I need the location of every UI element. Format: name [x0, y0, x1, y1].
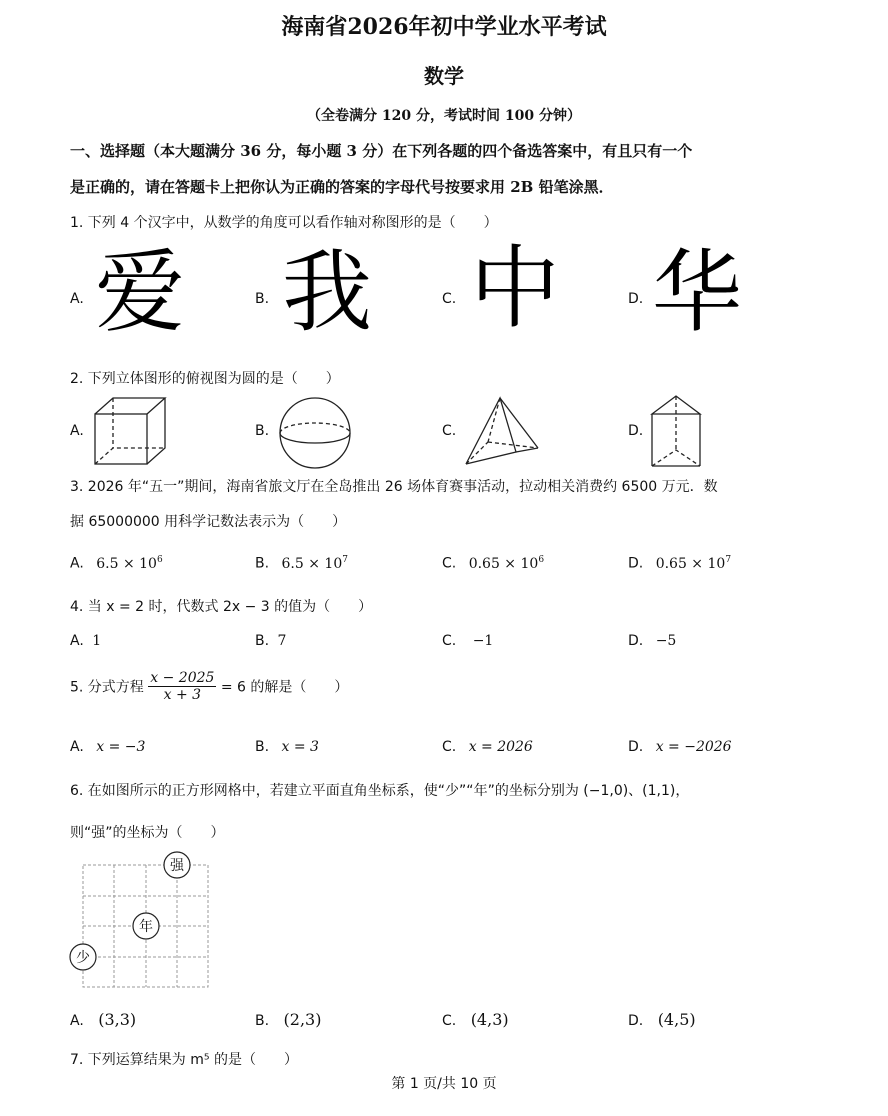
- page-number: 第 1 页/共 10 页: [391, 1076, 497, 1092]
- stem-prefix: 5. 分式方程: [70, 679, 144, 696]
- option-a: [70, 739, 145, 755]
- option-a: [70, 633, 101, 649]
- exam-title: 海南省2026年初中学业水平考试: [281, 14, 607, 40]
- option-c: [442, 739, 533, 755]
- option-value: (3,3): [98, 1010, 137, 1029]
- question-3-stem-line1: 3. 2026 年“五一”期间，海南省旅文厅在全岛推出 26 场体育赛事活动，拉动相关消费约 6500 万元．数: [70, 479, 718, 495]
- option-letter: C.: [442, 555, 457, 572]
- option-letter: D.: [628, 423, 644, 439]
- option-letter: B.: [255, 739, 270, 755]
- option-c: [442, 1010, 509, 1029]
- option-value: 7: [277, 633, 287, 649]
- triangular-prism-icon: [650, 394, 704, 468]
- question-5-stem: [70, 670, 348, 703]
- option-letter: B.: [255, 633, 270, 649]
- option-mantissa: 6.5 × 10: [96, 555, 157, 572]
- question-3-stem-line2: 据 65000000 用科学记数法表示为（ ）: [70, 514, 347, 530]
- option-letter: C.: [442, 291, 457, 307]
- option-b: [255, 739, 319, 755]
- option-exponent: 6: [538, 555, 545, 565]
- option-letter: B.: [255, 1013, 270, 1029]
- exam-note: （全卷满分 120 分，考试时间 100 分钟）: [307, 108, 581, 124]
- option-b: [255, 633, 286, 649]
- option-letter: A.: [70, 633, 84, 649]
- coordinate-grid-figure: [68, 850, 218, 992]
- option-letter: A.: [70, 423, 84, 439]
- option-value: (4,5): [657, 1010, 696, 1029]
- fraction-denominator: x + 3: [163, 687, 202, 703]
- option-letter: D.: [628, 555, 644, 572]
- option-value: (4,3): [470, 1010, 509, 1029]
- option-letter: B.: [255, 423, 270, 439]
- option-letter: C.: [442, 1013, 457, 1029]
- option-letter: C.: [442, 423, 457, 439]
- option-b: [255, 555, 348, 572]
- option-exponent: 7: [342, 555, 348, 565]
- option-c: [442, 555, 544, 572]
- option-letter: B.: [255, 555, 270, 572]
- question-4-stem: 4. 当 x = 2 时，代数式 2x − 3 的值为（ ）: [70, 599, 373, 615]
- grid-label-nian-text: 年: [139, 919, 153, 935]
- option-letter: C.: [442, 739, 457, 755]
- option-a: [70, 555, 163, 572]
- stem-suffix: = 6 的解是（ ）: [220, 679, 349, 696]
- question-6-stem-line1: 6. 在如图所示的正方形网格中，若建立平面直角坐标系，使“少”“年”的坐标分别为 (−1,0)、(1,1)，: [70, 783, 690, 799]
- option-value: −1: [472, 633, 494, 649]
- option-d: [628, 555, 731, 572]
- option-value: x = −3: [96, 739, 146, 755]
- option-value: x = −2026: [655, 739, 732, 755]
- option-char-ai: 爱: [95, 240, 185, 345]
- option-a: [70, 1010, 136, 1029]
- pyramid-icon: [462, 396, 542, 468]
- option-value: x = 3: [281, 739, 319, 755]
- option-char-wo: 我: [282, 240, 372, 345]
- grid-label-qiang-text: 强: [170, 858, 184, 874]
- grid-label-shao-text: 少: [76, 950, 90, 966]
- option-b: [255, 1010, 321, 1029]
- option-d: [628, 1010, 696, 1029]
- section-instructions-line1: 一、选择题（本大题满分 36 分，每小题 3 分）在下列各题的四个备选答案中，有且只有一个: [70, 142, 693, 160]
- option-value: (2,3): [283, 1010, 322, 1029]
- question-7-stem: 7. 下列运算结果为 m⁵ 的是（ ）: [70, 1052, 298, 1068]
- option-letter: A.: [70, 1013, 84, 1029]
- option-mantissa: 6.5 × 10: [281, 555, 343, 572]
- option-letter: A.: [70, 739, 84, 755]
- question-6-stem-line2: 则“强”的坐标为（ ）: [70, 825, 225, 841]
- option-exponent: 6: [156, 555, 163, 565]
- fraction: [148, 670, 216, 703]
- option-letter: D.: [628, 633, 644, 649]
- option-letter: B.: [255, 291, 270, 307]
- option-mantissa: 0.65 × 10: [468, 555, 539, 572]
- option-letter: C.: [442, 633, 457, 649]
- grid-label-qiang: [164, 852, 190, 878]
- sphere-icon: [277, 396, 353, 470]
- grid-label-shao: [70, 944, 96, 970]
- option-letter: A.: [70, 291, 84, 307]
- section-instructions-line2: 是正确的，请在答题卡上把你认为正确的答案的字母代号按要求用 2B 铅笔涂黑．: [70, 178, 614, 196]
- option-letter: D.: [628, 739, 644, 755]
- option-char-zhong: 中: [470, 236, 560, 341]
- option-letter: A.: [70, 555, 84, 572]
- option-char-hua: 华: [652, 240, 742, 345]
- question-2-stem: 2. 下列立体图形的俯视图为圆的是（ ）: [70, 371, 340, 387]
- option-mantissa: 0.65 × 10: [655, 555, 726, 572]
- option-letter: D.: [628, 1013, 644, 1029]
- option-d: [628, 739, 732, 755]
- exam-subject: 数学: [424, 64, 464, 88]
- option-value: −5: [655, 633, 677, 649]
- option-value: x = 2026: [468, 739, 533, 755]
- option-d: [628, 633, 676, 649]
- grid-label-nian: [133, 913, 159, 939]
- option-letter: D.: [628, 291, 644, 307]
- cube-icon: [93, 396, 168, 466]
- option-value: 1: [92, 633, 102, 649]
- option-exponent: 7: [725, 555, 732, 565]
- question-1-stem: 1. 下列 4 个汉字中，从数学的角度可以看作轴对称图形的是（ ）: [70, 215, 498, 231]
- fraction-numerator: x − 2025: [150, 670, 215, 686]
- option-c: [442, 633, 493, 649]
